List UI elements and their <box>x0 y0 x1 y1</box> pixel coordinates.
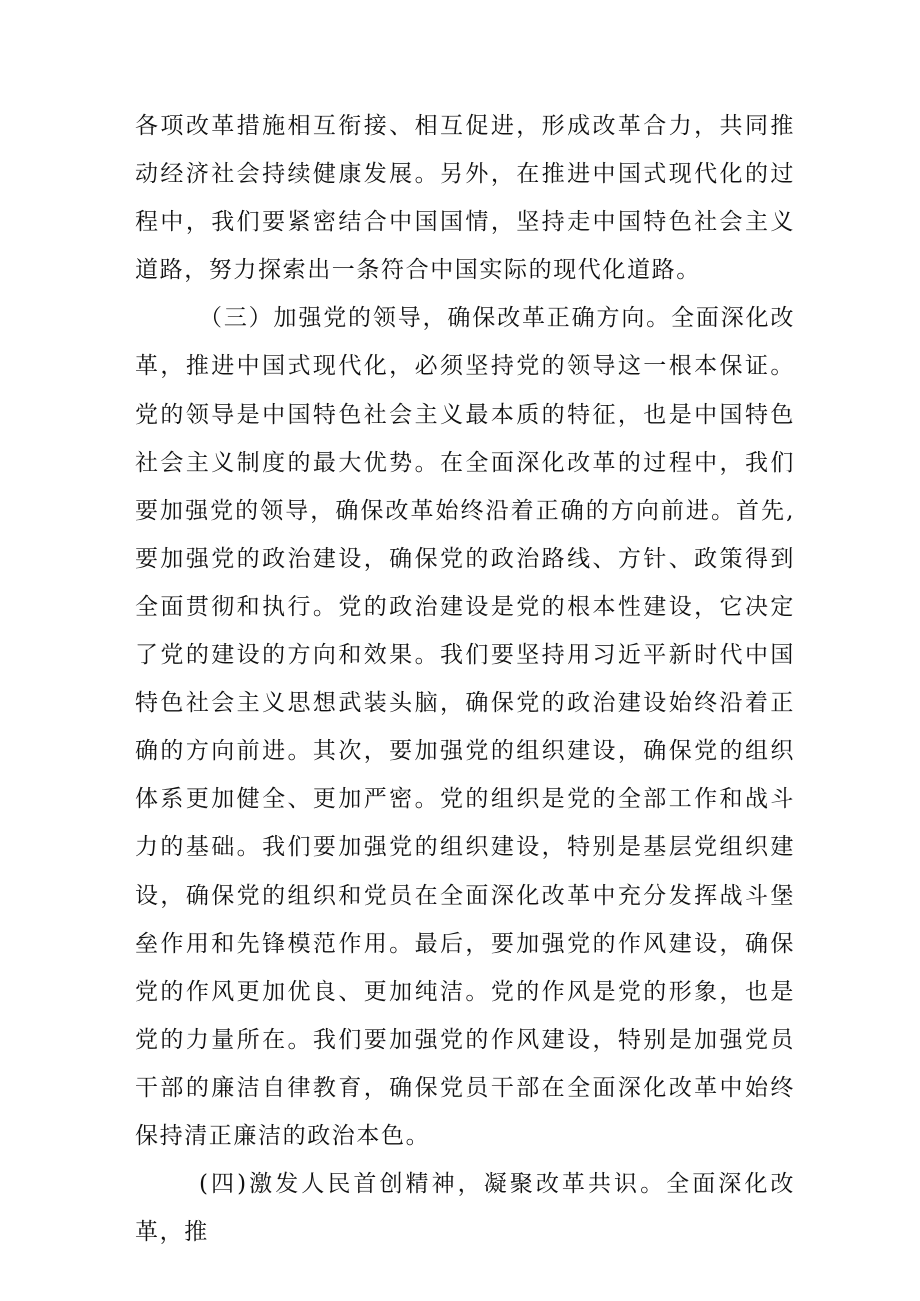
paragraph-section-four: (四)激发人民首创精神，凝聚改革共识。全面深化改革，推 <box>135 1171 795 1246</box>
paragraph-continuation: 各项改革措施相互衔接、相互促进，形成改革合力，共同推动经济社会持续健康发展。另外，在推进中国式现代化的过程中，我们要紧密结合中国国情，坚持走中国特色社会主义道路，努力探索出一条符合中国实际的现代化道路。 <box>135 113 795 284</box>
paragraph-section-three: （三）加强党的领导，确保改革正确方向。全面深化改革，推进中国式现代化，必须坚持党的领导这一根本保证。党的领导是中国特色社会主义最本质的特征，也是中国特色社会主义制度的最大优势。在全面深化改革的过程中，我们要加强党的领导，确保改革始终沿着正确的方向前进。首先,要加强党的政治建设，确保党的政治路线、方针、政策得到全面贯彻和执行。党的政治建设是党的根本性建设，它决定了党的建设的方向和效果。我们要坚持用习近平新时代中国特色社会主义思想武装头脑，确保党的政治建设始终沿着正确的方向前进。其次，要加强党的组织建设，确保党的组织体系更加健全、更加严密。党的组织是党的全部工作和战斗力的基础。我们要加强党的组织建设，特别是基层党组织建设，确保党的组织和党员在全面深化改革中充分发挥战斗堡垒作用和先锋模范作用。最后，要加强党的作风建设，确保党的作风更加优良、更加纯洁。党的作风是党的形象，也是党的力量所在。我们要加强党的作风建设，特别是加强党员干部的廉洁自律教育，确保党员干部在全面深化改革中始终保持清正廉洁的政治本色。 <box>135 305 795 1149</box>
body-text <box>135 102 795 1256</box>
